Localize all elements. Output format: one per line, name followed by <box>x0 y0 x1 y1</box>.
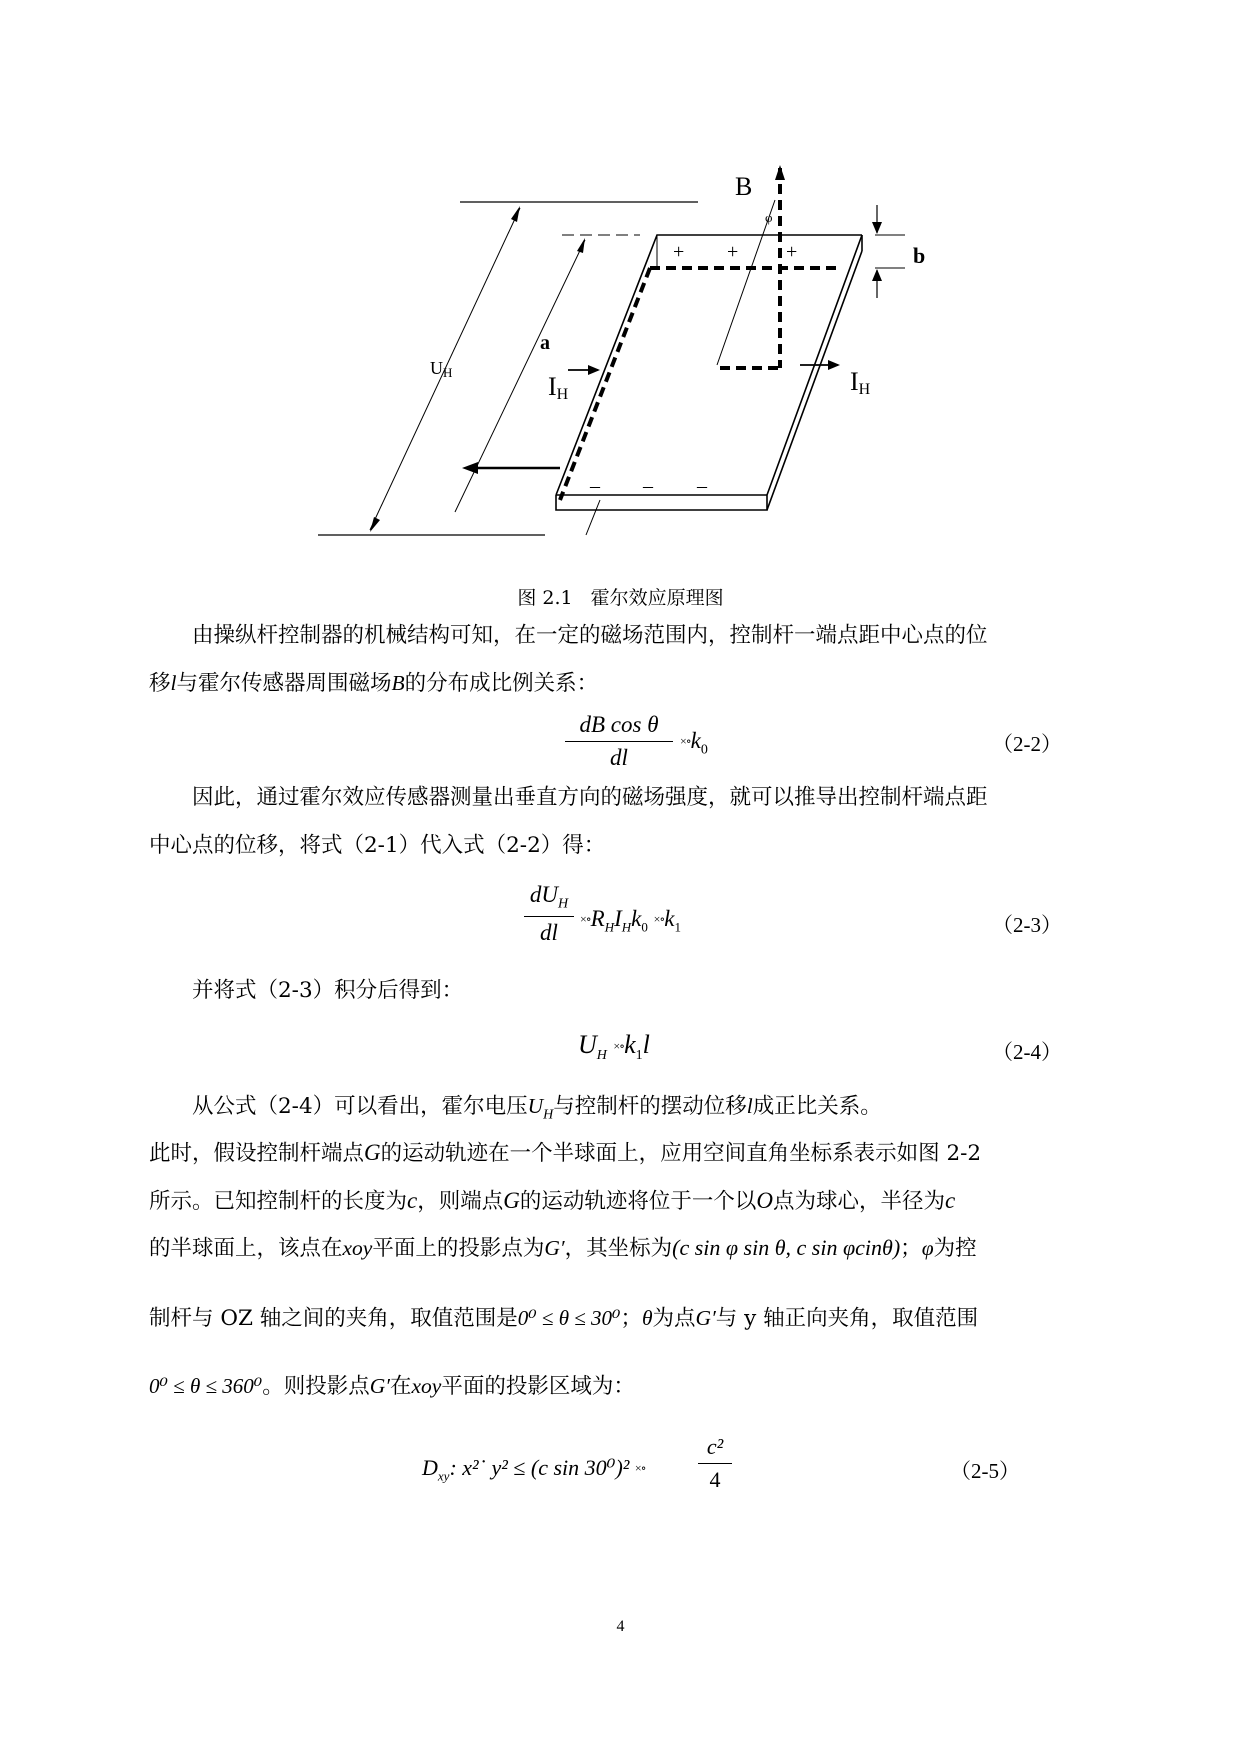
paragraph-4: 从公式（2-4）可以看出，霍尔电压$U_H$与控制杆的摆动位移l成正比关系。 <box>192 1094 882 1123</box>
figure-caption: 图 2.1 霍尔效应原理图 <box>517 587 724 609</box>
page-number: 4 <box>616 1618 625 1635</box>
plus-sign: + <box>673 241 685 263</box>
paragraph-5-line1: 此时，假设控制杆端点G的运动轨迹在一个半球面上，应用空间直角坐标系表示如图 2-2 <box>149 1140 982 1166</box>
label-phi: φ <box>765 210 773 225</box>
equation-2-2-rhs: $\times\circ k_0$ <box>680 728 708 758</box>
label-ih-right: IH <box>850 367 871 398</box>
hall-effect-diagram <box>0 0 1241 570</box>
paragraph-1: 由操纵杆控制器的机械结构可知，在一定的磁场范围内，控制杆一端点距中心点的位 <box>192 623 988 648</box>
minus-sign: – <box>590 475 600 497</box>
equation-2-5-fraction: c² 4 <box>698 1434 732 1493</box>
label-a: a <box>540 332 550 354</box>
minus-sign: – <box>643 475 653 497</box>
plus-sign: + <box>727 241 739 263</box>
equation-2-5-lhs: $D_{xy}$: x²˙ y² ≤ (c sin 30⁰)² ×∘ <box>422 1455 646 1484</box>
paragraph-5-line4: 制杆与 OZ 轴之间的夹角，取值范围是0⁰ ≤ θ ≤ 30⁰；θ为点G′与 y 轴正向夹角，取值范围 <box>149 1306 979 1331</box>
paragraph-5-line5: 0⁰ ≤ θ ≤ 360⁰。则投影点G′在xoy平面的投影区域为： <box>149 1374 635 1399</box>
label-b: b <box>913 243 926 268</box>
equation-2-4-label: （2-4） <box>992 1040 1062 1064</box>
equation-2-2-fraction: dB cos θ dl <box>565 712 673 771</box>
equation-2-2-label: （2-2） <box>992 732 1062 756</box>
equation-2-4: $U_H$ $\times\circ k_1l$ <box>578 1030 650 1064</box>
paragraph-5-line3: 的半球面上，该点在xoy平面上的投影点为G′，其坐标为(c sin φ sin θ, c sin φcinθ)；φ为控 <box>149 1235 977 1261</box>
label-B: B <box>735 172 753 201</box>
label-ih-left: IH <box>548 372 569 403</box>
paragraph-3: 并将式（2-3）积分后得到： <box>192 978 464 1003</box>
minus-sign: – <box>697 475 707 497</box>
paragraph-1-line2: 移l与霍尔传感器周围磁场B的分布成比例关系： <box>149 671 599 696</box>
paragraph-5-line2: 所示。已知控制杆的长度为c，则端点G的运动轨迹将位于一个以O点为球心，半径为c <box>149 1188 956 1214</box>
paragraph-2-line2: 中心点的位移，将式（2-1）代入式（2-2）得： <box>149 833 606 858</box>
equation-2-3-label: （2-3） <box>992 913 1062 937</box>
label-uh: UH <box>430 358 453 380</box>
equation-2-3-rhs: $\times\circ R_HI_Hk_0$ $\times\circ k_1$ <box>580 906 682 935</box>
paragraph-2: 因此，通过霍尔效应传感器测量出垂直方向的磁场强度，就可以推导出控制杆端点距 <box>192 785 988 810</box>
plus-sign: + <box>786 241 798 263</box>
equation-2-3-fraction: $dU_H$ dl <box>524 882 574 946</box>
equation-2-5-label: （2-5） <box>950 1459 1020 1483</box>
